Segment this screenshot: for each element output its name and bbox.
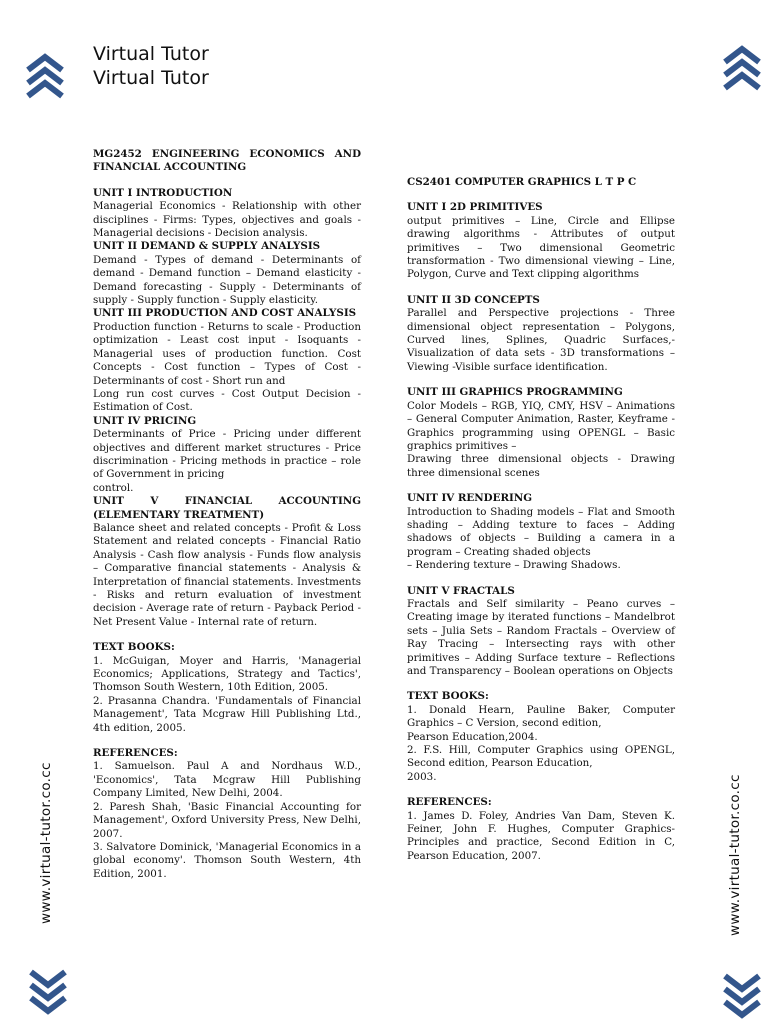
- unit-body-continued: Drawing three dimensional objects - Drawing three dimensional scenes: [407, 453, 675, 479]
- unit-title: UNIT IV RENDERING: [407, 492, 533, 505]
- textbook-item-continued: Pearson Education,2004.: [407, 730, 538, 743]
- unit-body: Demand - Types of demand - Determinants of demand - Demand function – Demand elasticity - Demand forecasting - Supply - Determinants of supply - Supply function - Supply elasticity.: [93, 253, 361, 307]
- references-heading: REFERENCES:: [93, 747, 178, 760]
- unit-body: Introduction to Shading models – Flat and Smooth shading – Adding texture to faces – Adding shadows of objects – Building a camera in a program – Creating shaded objects: [407, 505, 675, 558]
- left-syllabus-column: [93, 148, 361, 881]
- brand-line-2: Virtual Tutor: [93, 67, 209, 89]
- unit-body: Determinants of Price - Pricing under different objectives and different market structures - Price discrimination - Pricing methods in practice – role of Government in pricing: [93, 428, 361, 481]
- unit-title: UNIT I INTRODUCTION: [93, 186, 233, 199]
- textbooks-heading: TEXT BOOKS:: [93, 641, 175, 654]
- chevron-up-icon: [722, 44, 762, 92]
- unit-title: UNIT V FINANCIAL ACCOUNTING (ELEMENTARY TREATMENT): [93, 495, 361, 521]
- unit-title: UNIT IV PRICING: [93, 414, 197, 427]
- unit-title: UNIT II DEMAND & SUPPLY ANALYSIS: [93, 240, 321, 253]
- side-url-left: www.virtual-tutor.co.cc: [38, 762, 54, 924]
- reference-item: 2. Paresh Shah, 'Basic Financial Accounting for Management', Oxford University Press, New Delhi, 2007.: [93, 800, 361, 840]
- textbook-item: 1. Donald Hearn, Pauline Baker, Computer Graphics – C Version, second edition,: [407, 703, 675, 730]
- right-syllabus-column: [407, 176, 675, 863]
- unit-body-continued: – Rendering texture – Drawing Shadows.: [407, 559, 621, 572]
- textbook-item: 2. Prasanna Chandra. 'Fundamentals of Financial Management', Tata Mcgraw Hill Publishing Ltd., 4th edition, 2005.: [93, 694, 361, 734]
- unit-title: UNIT II 3D CONCEPTS: [407, 293, 540, 306]
- unit-body-continued: Long run cost curves - Cost Output Decision - Estimation of Cost.: [93, 387, 361, 414]
- unit-body: Production function - Returns to scale - Production optimization - Least cost input - Isoquants - Managerial uses of production function. Cost Concepts - Cost function – Types of Cost - Determinants of cost - Short run and: [93, 320, 361, 387]
- reference-item: 1. James D. Foley, Andries Van Dam, Steven K. Feiner, John F. Hughes, Computer Graphics- Principles and practice, Second Edition in C, Pearson Education, 2007.: [407, 809, 675, 862]
- unit-body-continued: control.: [93, 481, 134, 494]
- unit-title: UNIT I 2D PRIMITIVES: [407, 201, 543, 214]
- reference-item: 3. Salvatore Dominick, 'Managerial Economics in a global economy'. Thomson South Western, 4th Edition, 2001.: [93, 840, 361, 880]
- chevron-up-icon: [25, 52, 65, 100]
- chevron-down-icon: [28, 968, 68, 1016]
- unit-body: Managerial Economics - Relationship with other disciplines - Firms: Types, objectives and goals - Managerial decisions - Decision analysis.: [93, 200, 361, 240]
- brand-line-1: Virtual Tutor: [93, 43, 209, 65]
- unit-title: UNIT III PRODUCTION AND COST ANALYSIS: [93, 307, 357, 320]
- course-title: CS2401 COMPUTER GRAPHICS L T P C: [407, 176, 637, 188]
- chevron-down-icon: [722, 972, 762, 1020]
- unit-body: Balance sheet and related concepts - Profit & Loss Statement and related concepts - Financial Ratio Analysis - Cash flow analysis - Funds flow analysis – Comparative financial statements - Analysis & Interpretation of financial statements. Investments - Risks and return evaluation of investment decision - Average rate of return - Payback Period - Net Present Value - Internal rate of return.: [93, 521, 361, 628]
- textbook-item: 2. F.S. Hill, Computer Graphics using OPENGL, Second edition, Pearson Education,: [407, 744, 675, 770]
- unit-body: Fractals and Self similarity – Peano curves – Creating image by iterated functions – Mandelbrot sets – Julia Sets – Random Fractals – Overview of Ray Tracing – Intersecting rays with other primitives – Adding Surface texture – Reflections and Transparency – Boolean operations on Objects: [407, 597, 675, 677]
- brand-title: [93, 42, 209, 90]
- textbooks-heading: TEXT BOOKS:: [407, 690, 489, 703]
- unit-body: output primitives – Line, Circle and Ellipse drawing algorithms - Attributes of output primitives – Two dimensional Geometric transformation - Two dimensional viewing – Line, Polygon, Curve and Text clipping algorithms: [407, 214, 675, 281]
- unit-title: UNIT III GRAPHICS PROGRAMMING: [407, 386, 623, 399]
- unit-title: UNIT V FRACTALS: [407, 584, 515, 597]
- unit-body: Color Models – RGB, YIQ, CMY, HSV – Animations – General Computer Animation, Raster, Keyframe - Graphics programming using OPENGL – Basic graphics primitives –: [407, 399, 675, 452]
- textbook-item-continued: 2003.: [407, 770, 437, 783]
- reference-item: 1. Samuelson. Paul A and Nordhaus W.D., 'Economics', Tata Mcgraw Hill Publishing Company Limited, New Delhi, 2004.: [93, 760, 361, 800]
- textbook-item: 1. McGuigan, Moyer and Harris, 'Managerial Economics; Applications, Strategy and Tactics', Thomson South Western, 10th Edition, 2005.: [93, 654, 361, 694]
- unit-body: Parallel and Perspective projections - Three dimensional object representation – Polygons, Curved lines, Splines, Quadric Surfaces,- Visualization of data sets - 3D transformations – Viewing -Visible surface identification.: [407, 307, 675, 373]
- course-title: MG2452 ENGINEERING ECONOMICS AND FINANCIAL ACCOUNTING: [93, 148, 361, 174]
- references-heading: REFERENCES:: [407, 796, 492, 809]
- side-url-right: www.virtual-tutor.co.cc: [727, 774, 743, 936]
